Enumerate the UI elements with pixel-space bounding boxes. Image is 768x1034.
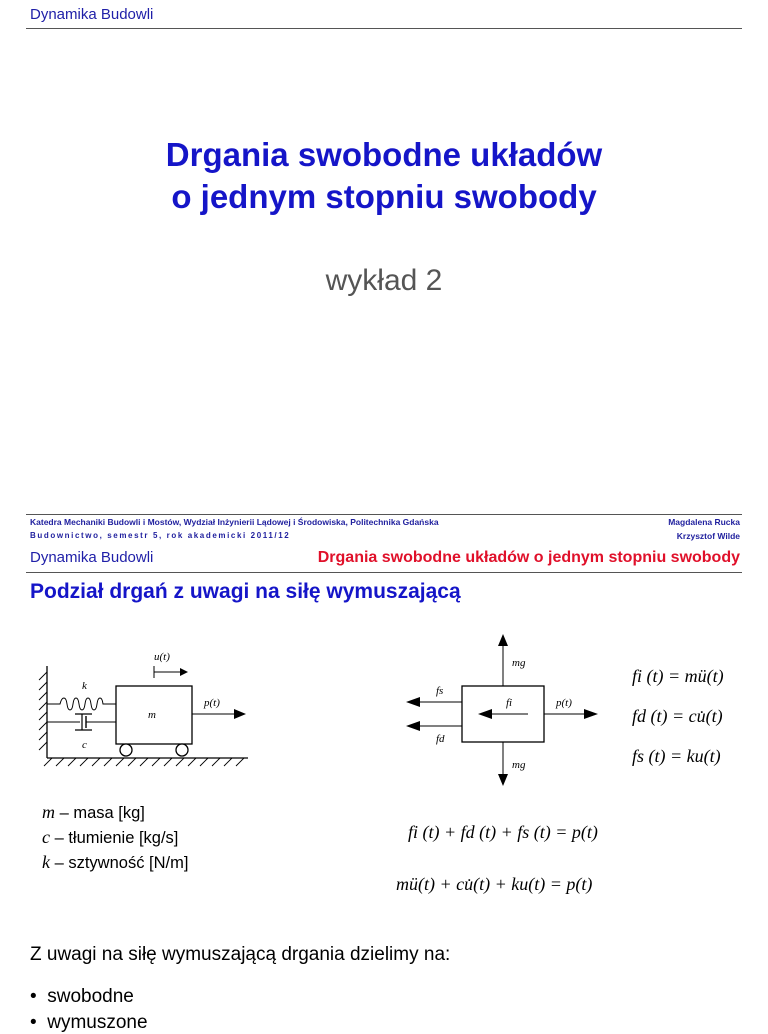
- bullet-text: swobodne: [47, 986, 134, 1007]
- legend-symbol: k: [42, 852, 50, 872]
- u-arrow-head: [180, 668, 188, 676]
- c-label: c: [82, 739, 87, 751]
- equation-force-balance: fi (t) + fd (t) + fs (t) = p(t): [408, 822, 598, 842]
- slide2-course-header: Dynamika Budowli: [30, 549, 154, 566]
- mass-spring-damper-diagram: [30, 640, 270, 780]
- equation-damping: fd (t) = cu̇(t): [632, 706, 723, 726]
- fd-arrow-head: [406, 721, 420, 731]
- p-arrow-head: [234, 709, 246, 719]
- k-label: k: [82, 680, 87, 692]
- mg-bottom-label: mg: [512, 759, 526, 771]
- legend-item-stiffness: [42, 850, 188, 875]
- course-header: Dynamika Budowli: [30, 6, 154, 23]
- free-body-diagram: [398, 630, 608, 790]
- legend-item-mass: [42, 800, 188, 825]
- equation-inertia: fi (t) = mü(t): [632, 666, 724, 686]
- slide2-topic-header: Drgania swobodne układów o jednym stopniu swobody: [317, 549, 740, 566]
- wheel-left: [120, 744, 132, 756]
- equation-of-motion: mü(t) + cu̇(t) + ku(t) = p(t): [396, 874, 593, 894]
- bullet-item-forced: [30, 1012, 148, 1034]
- bullet-icon: •: [30, 1012, 48, 1033]
- fs-arrow-head: [406, 697, 420, 707]
- p-arrow-head-right: [584, 709, 598, 719]
- fi-label: fi: [506, 697, 513, 709]
- legend-text: – tłumienie [kg/s]: [50, 829, 179, 847]
- footer-author-1: Magdalena Rucka: [668, 517, 740, 527]
- legend-item-damping: [42, 825, 188, 850]
- bullet-item-free: [30, 986, 134, 1008]
- u-label: u(t): [154, 651, 170, 663]
- fd-label: fd: [436, 733, 445, 745]
- mg-top-label: mg: [512, 657, 526, 669]
- lecture-title-line-1: Drgania swobodne układów: [165, 136, 603, 173]
- lecture-title-line-2: o jednym stopniu swobody: [171, 178, 597, 215]
- slide2-heading: Podział drgań z uwagi na siłę wymuszającą: [30, 580, 461, 603]
- intro-text: Z uwagi na siłę wymuszającą drgania dzielimy na:: [30, 944, 451, 965]
- footer-author-2: Krzysztof Wilde: [676, 531, 740, 541]
- mg-up-head: [498, 634, 508, 646]
- footer-program: Budownictwo, semestr 5, rok akademicki 2011/12: [30, 531, 291, 540]
- m-label: m: [148, 709, 156, 721]
- legend-text: – sztywność [N/m]: [50, 854, 189, 872]
- footer-divider: [26, 514, 742, 515]
- legend-text: – masa [kg]: [55, 804, 145, 822]
- header-divider: [26, 28, 742, 29]
- wall-hatching: [39, 672, 47, 750]
- floor-hatching: [44, 758, 244, 766]
- spring: [47, 698, 116, 710]
- legend-symbol: m: [42, 802, 55, 822]
- lecture-subtitle: wykład 2: [325, 264, 443, 297]
- p-label-right: p(t): [556, 697, 572, 709]
- bullet-icon: •: [30, 986, 48, 1007]
- mg-down-head: [498, 774, 508, 786]
- fs-label: fs: [436, 685, 444, 697]
- wheel-right: [176, 744, 188, 756]
- equation-stiffness: fs (t) = ku(t): [632, 746, 721, 766]
- parameter-legend: [42, 800, 188, 875]
- p-label-left: p(t): [204, 697, 220, 709]
- slide2-header-divider: [26, 572, 742, 573]
- legend-symbol: c: [42, 827, 50, 847]
- footer-department: Katedra Mechaniki Budowli i Mostów, Wydział Inżynierii Lądowej i Środowiska, Politechnika Gdańska: [30, 517, 439, 527]
- bullet-text: wymuszone: [47, 1012, 148, 1033]
